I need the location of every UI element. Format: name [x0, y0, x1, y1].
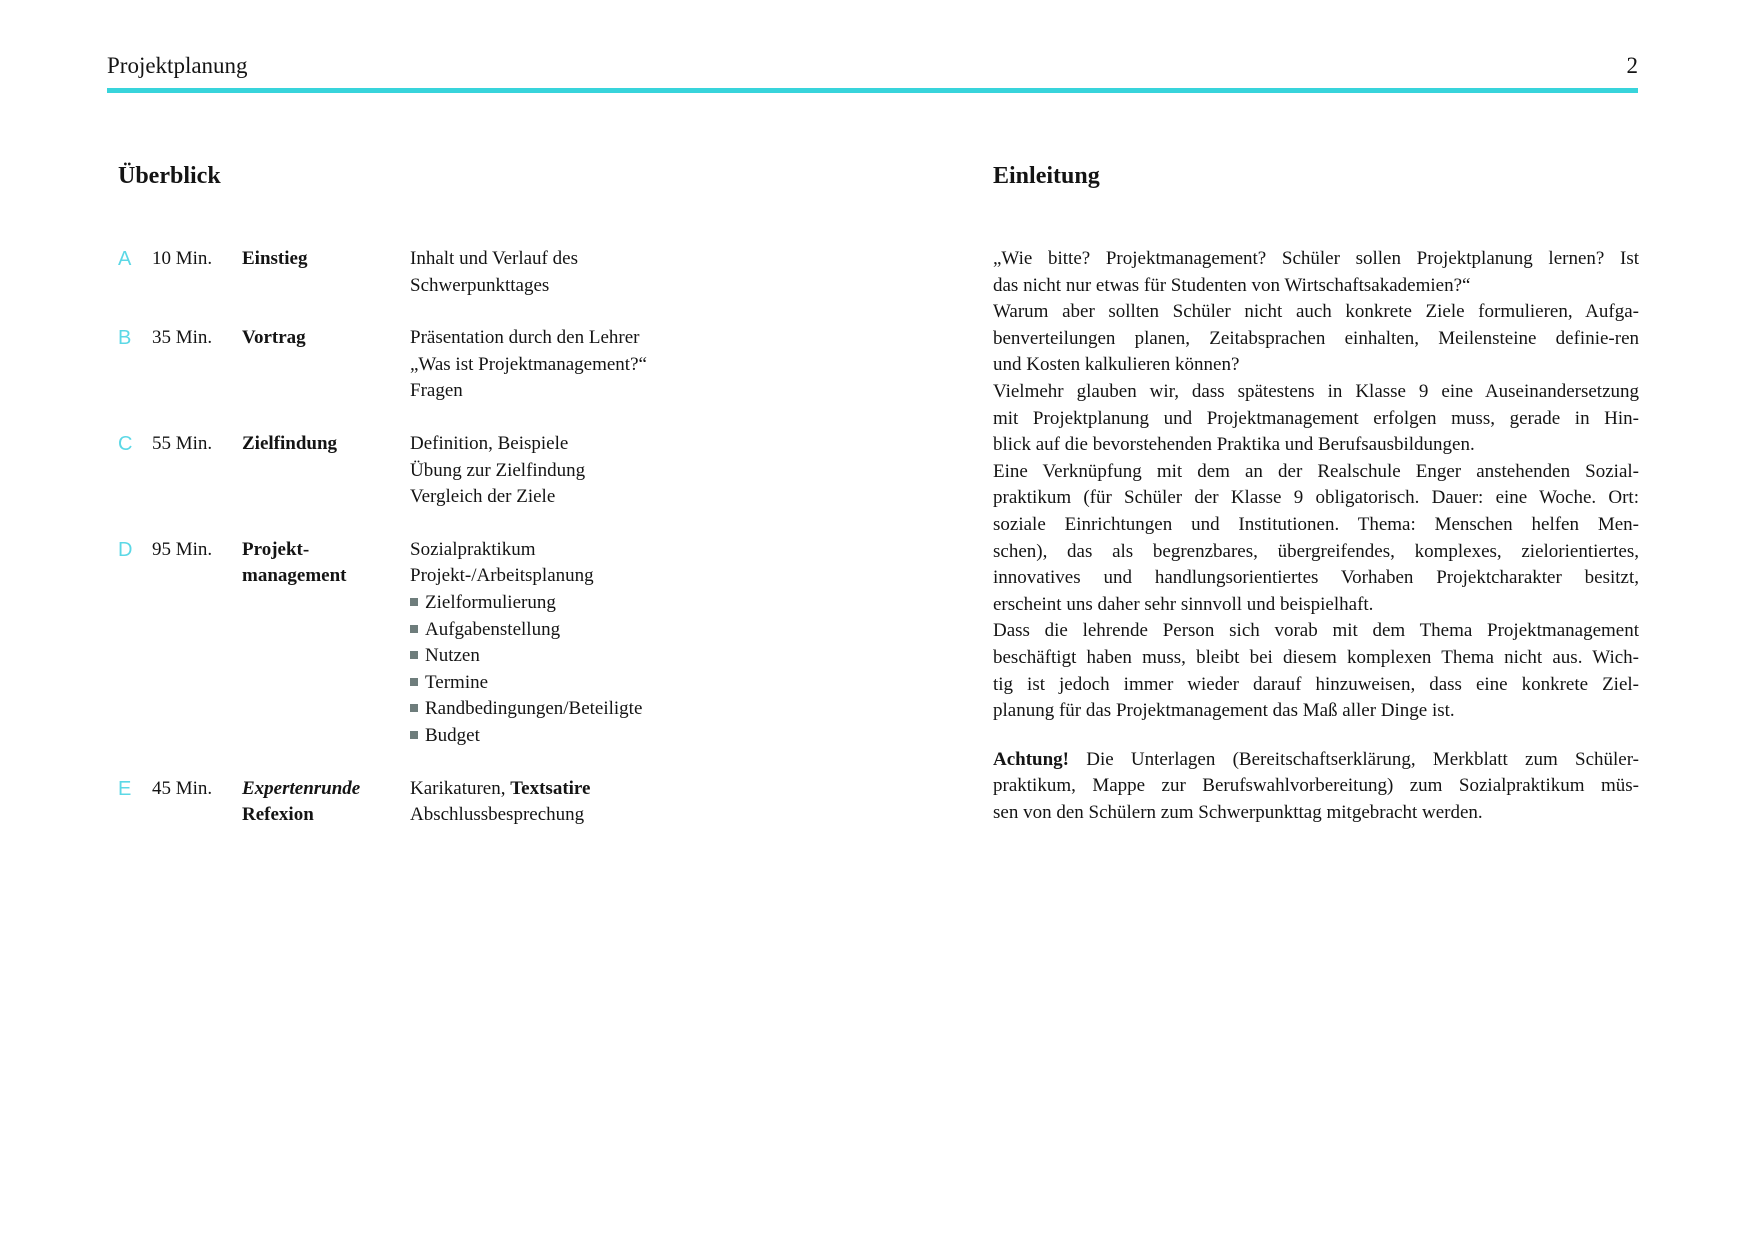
text-segment: Vergleich der Ziele [410, 486, 556, 508]
detail-line [410, 431, 878, 458]
detail-line [410, 484, 878, 511]
detail-line [410, 378, 878, 405]
text-line: und Kosten kalkulieren können? [993, 354, 1240, 376]
row-topic [242, 325, 410, 405]
text-line: erscheint uns daher sehr sinnvoll und beispielhaft. [993, 593, 1374, 615]
row-letter: C [118, 432, 133, 455]
row-time: 95 Min. [152, 538, 213, 560]
detail-line [410, 352, 878, 379]
text-segment: Definition, Beispiele [410, 432, 569, 454]
detail-line [410, 563, 878, 590]
row-time: 45 Min. [152, 777, 213, 799]
text-line: schen), das als begrenzbares, übergreifendes, komplexes, zielorientiertes, [993, 540, 1639, 562]
bullet-square-icon [410, 678, 418, 686]
paragraph [993, 747, 1639, 827]
row-topic [242, 246, 410, 299]
detail-line [410, 670, 878, 697]
text-line: innovatives und handlungsorientiertes Vorhaben Projektcharakter besitzt, [993, 567, 1639, 589]
text-line: sen von den Schülern zum Schwerpunkttag mitgebracht werden. [993, 801, 1483, 823]
topic-line: management [242, 565, 347, 587]
paragraph [993, 299, 1639, 379]
topic-line: Projekt- [242, 538, 310, 560]
text-line: Eine Verknüpfung mit dem an der Realschule Enger anstehenden Sozial- [993, 460, 1639, 482]
row-details [410, 537, 878, 750]
text-line: praktikum (für Schüler der Klasse 9 obligatorisch. Dauer: eine Woche. Ort: [993, 487, 1639, 509]
text-line: beschäftigt haben muss, bleibt bei diesem komplexen Thema nicht aus. Wich- [993, 646, 1639, 668]
text-segment: Budget [425, 724, 480, 746]
overview-rows [118, 246, 878, 829]
text-line: blick auf die bevorstehenden Praktika und Berufsausbildungen. [993, 434, 1475, 456]
topic-line: Refexion [242, 804, 314, 826]
text-segment: Aufgabenstellung [425, 618, 561, 640]
schedule-row [118, 537, 878, 750]
text-line: benverteilungen planen, Zeitabsprachen einhalten, Meilensteine definie-ren [993, 327, 1639, 349]
row-time: 55 Min. [152, 432, 213, 454]
einleitung-section [993, 162, 1639, 826]
bullet-square-icon [410, 704, 418, 712]
text-segment: Zielformulierung [425, 591, 556, 613]
topic-line: Vortrag [242, 327, 306, 349]
row-time: 35 Min. [152, 327, 213, 349]
text-line: soziale Einrichtungen und Institutionen. Thema: Menschen helfen Men- [993, 513, 1639, 535]
text-segment: Abschlussbesprechung [410, 804, 585, 826]
text-segment: Sozialpraktikum [410, 538, 536, 560]
detail-line [410, 325, 878, 352]
text-line: Warum aber sollten Schüler nicht auch konkrete Ziele formulieren, Aufga- [993, 301, 1639, 323]
row-details [410, 325, 878, 405]
paragraph [993, 246, 1639, 299]
einleitung-paragraphs [993, 246, 1639, 826]
text-segment: Nutzen [425, 645, 480, 667]
text-line: „Wie bitte? Projektmanagement? Schüler sollen Projektplanung lernen? Ist [993, 248, 1639, 269]
schedule-row [118, 325, 878, 405]
detail-line [410, 590, 878, 617]
row-letter: D [118, 538, 133, 561]
text-segment: Randbedingungen/Beteiligte [425, 698, 643, 720]
topic-line: Zielfindung [242, 432, 338, 454]
schedule-row [118, 776, 878, 829]
detail-line [410, 537, 878, 564]
bullet-square-icon [410, 625, 418, 633]
detail-line [410, 723, 878, 750]
text-line: das nicht nur etwas für Studenten von Wirtschaftsakademien?“ [993, 274, 1471, 296]
detail-line [410, 617, 878, 644]
detail-line [410, 776, 878, 803]
text-segment: Die Unterlagen (Bereitschaftserklärung, Merkblatt zum Schüler- [1069, 748, 1639, 770]
detail-line [410, 802, 878, 829]
detail-line [410, 458, 878, 485]
schedule-row [118, 246, 878, 299]
row-letter: E [118, 777, 132, 800]
text-segment: Achtung! [993, 748, 1070, 770]
bullet-square-icon [410, 598, 418, 606]
text-segment: Textsatire [510, 777, 591, 799]
row-letter: B [118, 327, 132, 350]
detail-line [410, 273, 878, 300]
overview-section [118, 162, 878, 855]
detail-line [410, 696, 878, 723]
einleitung-heading: Einleitung [993, 163, 1100, 189]
schedule-row [118, 431, 878, 511]
text-line: Vielmehr glauben wir, dass spätestens in Klasse 9 eine Auseinandersetzung [993, 380, 1639, 402]
bullet-square-icon [410, 651, 418, 659]
text-line: praktikum, Mappe zur Berufswahlvorbereitung) zum Sozialpraktikum müs- [993, 775, 1639, 797]
page-number: 2 [1626, 53, 1638, 78]
topic-line: Expertenrunde [242, 777, 361, 799]
row-topic [242, 431, 410, 511]
row-letter: A [118, 248, 132, 270]
text-segment: Karikaturen, [410, 777, 511, 799]
paragraph [993, 379, 1639, 459]
header-rule [107, 88, 1638, 93]
paragraph [993, 618, 1639, 724]
row-time: 10 Min. [152, 248, 213, 269]
text-segment: „Was ist Projektmanagement?“ [410, 353, 647, 375]
text-segment: Termine [425, 671, 489, 693]
paragraph [993, 459, 1639, 619]
text-segment: Schwerpunkttages [410, 274, 550, 296]
page-title: Projektplanung [107, 53, 248, 78]
text-segment: Präsentation durch den Lehrer [410, 327, 640, 349]
row-topic [242, 537, 410, 750]
row-details [410, 776, 878, 829]
row-details [410, 431, 878, 511]
text-line: tig ist jedoch immer wieder darauf hinzuweisen, dass eine konkrete Ziel- [993, 673, 1639, 695]
text-line [993, 747, 1639, 774]
text-segment: Inhalt und Verlauf des [410, 248, 578, 269]
text-segment: Projekt-/Arbeitsplanung [410, 565, 594, 587]
text-line: Dass die lehrende Person sich vorab mit dem Thema Projektmanagement [993, 620, 1639, 642]
row-details [410, 246, 878, 299]
overview-heading: Überblick [118, 163, 221, 189]
topic-line: Einstieg [242, 248, 308, 269]
detail-line [410, 246, 878, 273]
row-topic [242, 776, 410, 829]
text-line: mit Projektplanung und Projektmanagement erfolgen muss, gerade in Hin- [993, 407, 1639, 429]
text-line: planung für das Projektmanagement das Maß aller Dinge ist. [993, 700, 1455, 722]
bullet-square-icon [410, 731, 418, 739]
text-segment: Übung zur Zielfindung [410, 459, 586, 481]
text-segment: Fragen [410, 380, 463, 402]
detail-line [410, 643, 878, 670]
